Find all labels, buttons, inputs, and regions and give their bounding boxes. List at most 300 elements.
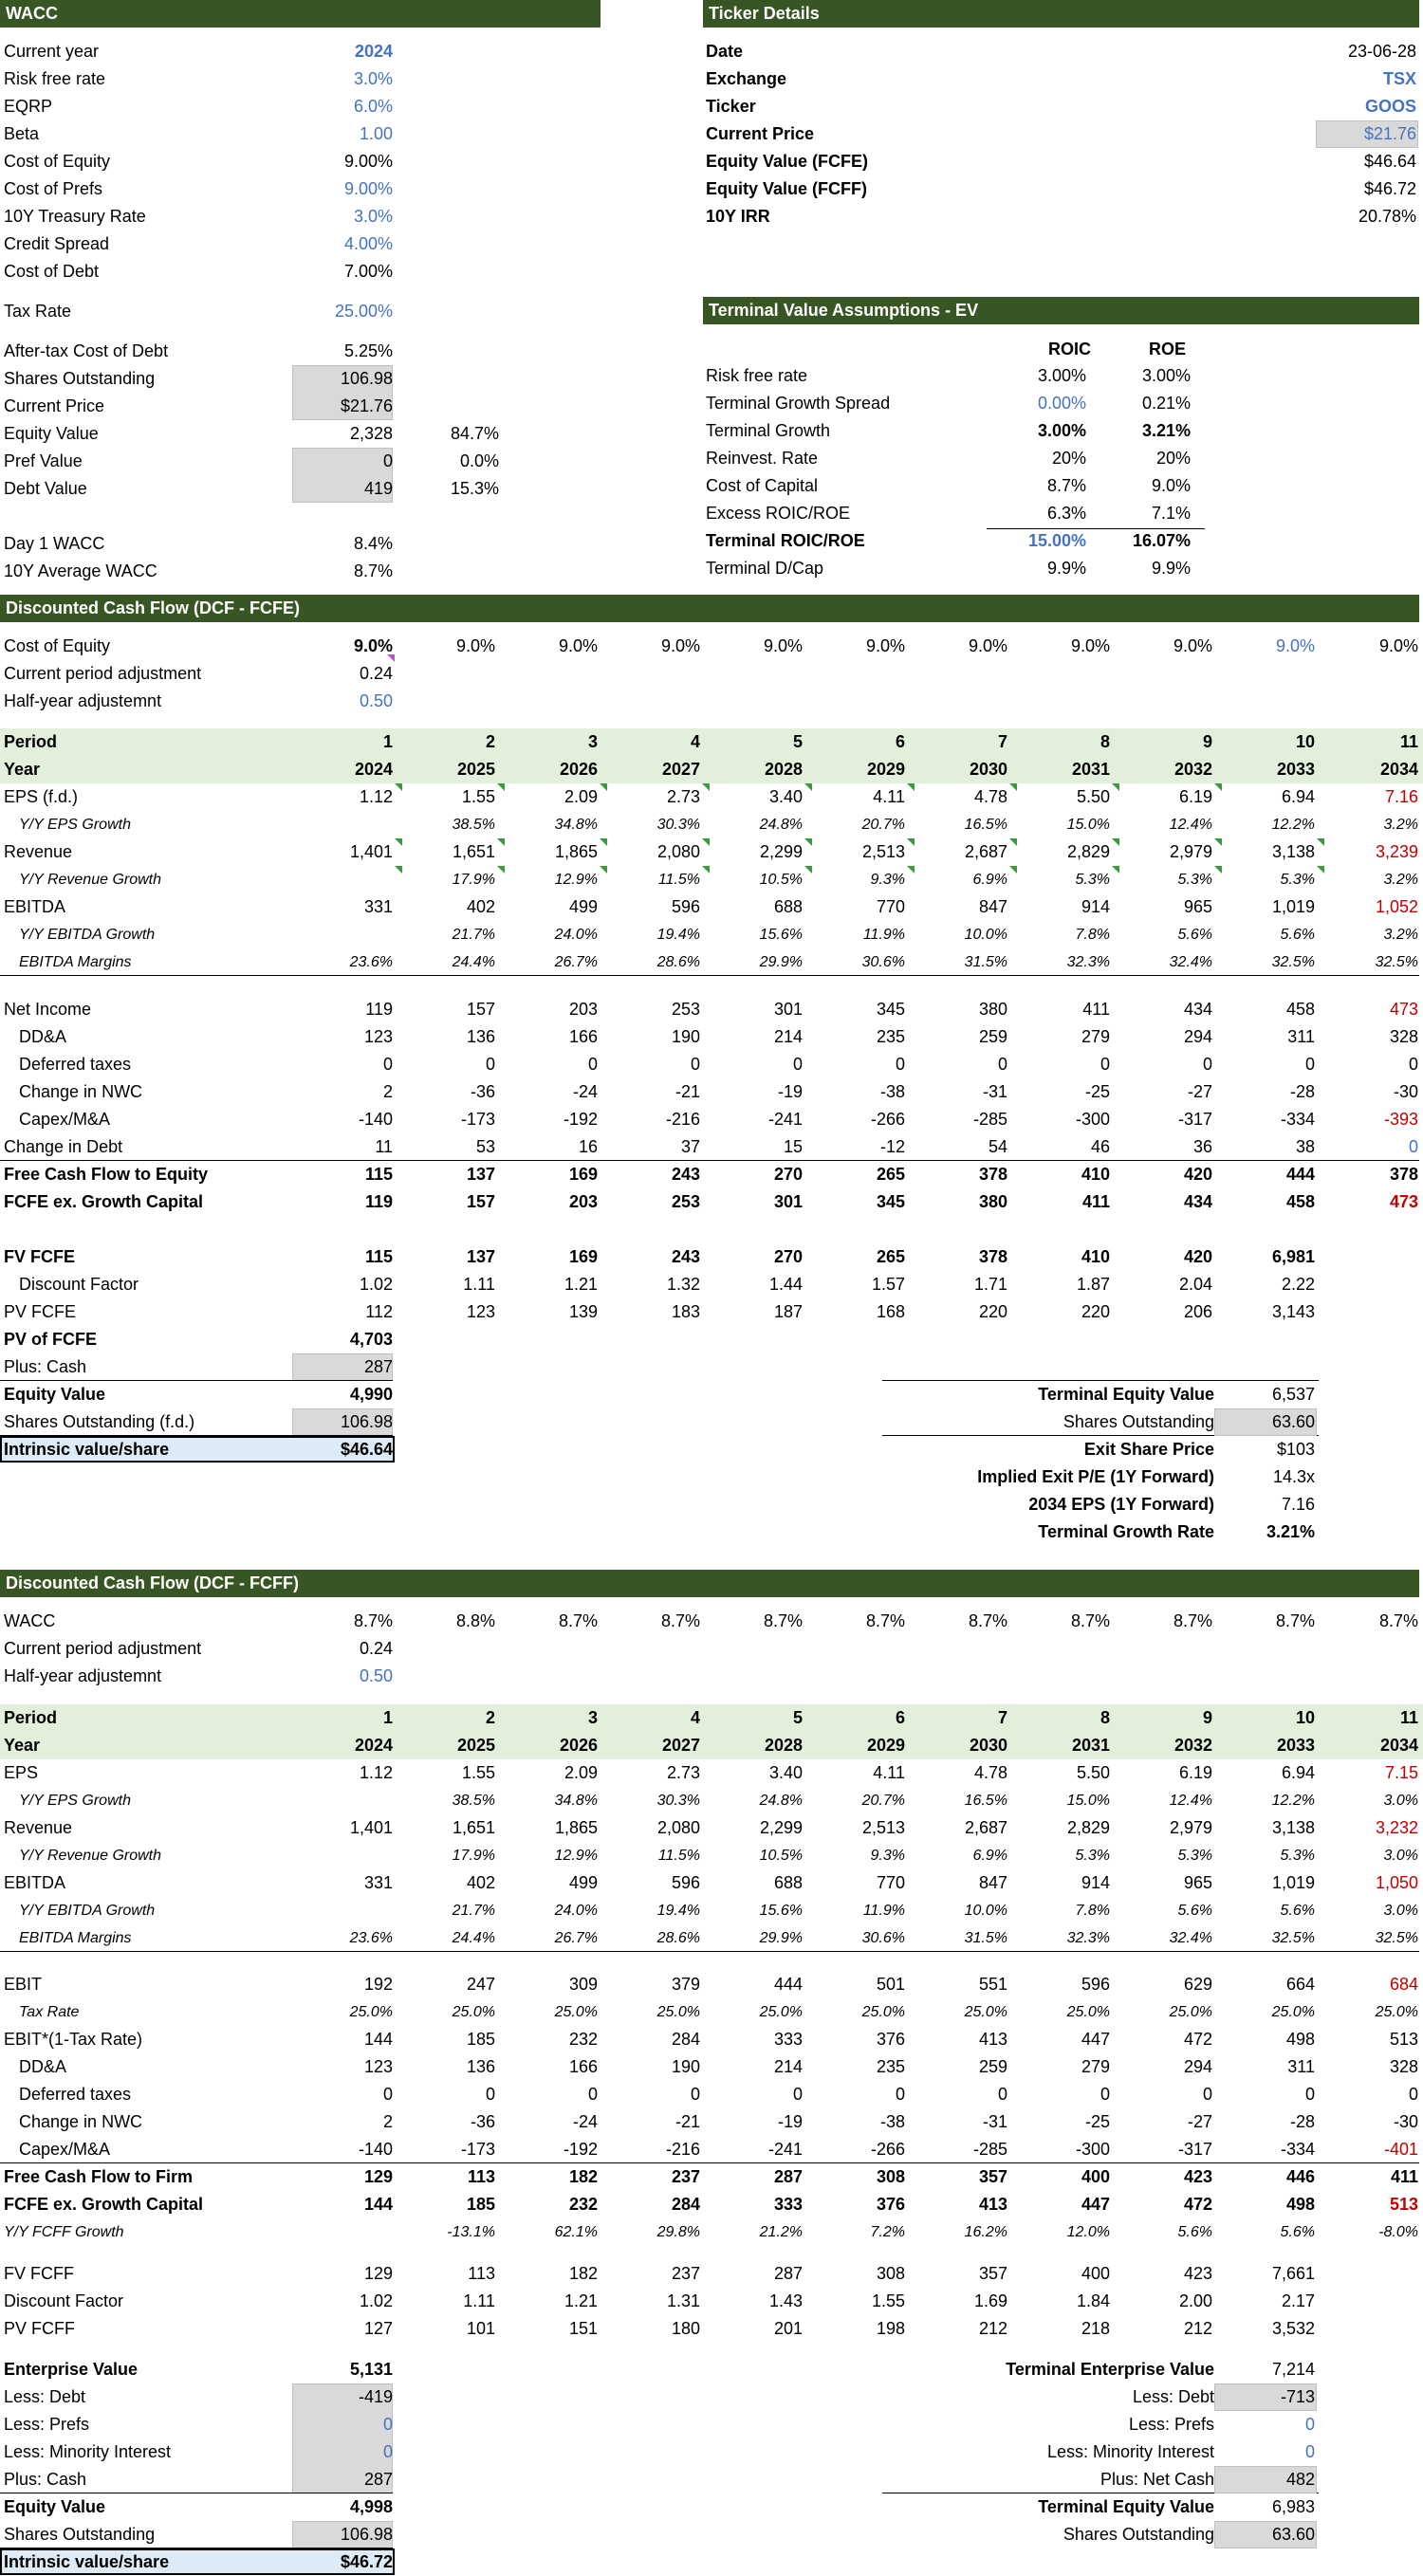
- fcfe-ebitda-margins-col-11[interactable]: 32.5%: [1375, 954, 1418, 970]
- fcfe-fv-fcfe-col-3[interactable]: 169: [568, 1247, 598, 1266]
- fcff-y-y-fcff-growth-col-3[interactable]: 62.1%: [554, 2224, 598, 2240]
- fcfe-label-equity-value[interactable]: Equity Value: [4, 1385, 106, 1404]
- fcfe-label-half-year-adjustemnt[interactable]: Half-year adjustemnt: [4, 691, 162, 710]
- fcfe-revenue-col-9[interactable]: 2,979: [1169, 842, 1212, 861]
- fcff-y-y-fcff-growth-col-9[interactable]: 5.6%: [1177, 2224, 1212, 2240]
- fcff-tax-rate-col-11[interactable]: 25.0%: [1375, 2004, 1418, 2020]
- fcff-terminal-value-less-debt[interactable]: -713: [1280, 2387, 1315, 2406]
- fcfe-year-col-8[interactable]: 2031: [1071, 760, 1110, 779]
- fcff-label-equity-value[interactable]: Equity Value: [4, 2497, 106, 2516]
- fcff-label-free-cash-flow-to-firm[interactable]: Free Cash Flow to Firm: [4, 2167, 194, 2186]
- fcff-free-cash-flow-to-firm-col-5[interactable]: 287: [773, 2167, 803, 2186]
- fcff-discount-factor-col-10[interactable]: 2.17: [1281, 2291, 1315, 2310]
- fcfe-year-col-3[interactable]: 2026: [559, 760, 598, 779]
- fcfe-fv-fcfe-col-6[interactable]: 265: [876, 1247, 905, 1266]
- ticker-value-ticker[interactable]: GOOS: [1364, 97, 1416, 116]
- fcfe-pv-fcfe-col-3[interactable]: 139: [568, 1302, 598, 1321]
- terminal-label-cost-of-capital[interactable]: Cost of Capital: [706, 476, 819, 495]
- fcff-fv-fcff-col-10[interactable]: 7,661: [1271, 2264, 1315, 2283]
- fcfe-y-y-eps-growth-col-10[interactable]: 12.2%: [1271, 817, 1315, 833]
- fcff-terminal-label-terminal-enterprise-value[interactable]: Terminal Enterprise Value: [1006, 2360, 1214, 2379]
- fcff-free-cash-flow-to-firm-col-6[interactable]: 308: [876, 2167, 905, 2186]
- fcff-label-ebit[interactable]: EBIT: [4, 1975, 43, 1994]
- fcfe-discount-factor-col-7[interactable]: 1.71: [973, 1275, 1007, 1294]
- terminal-label-risk-free-rate[interactable]: Risk free rate: [706, 366, 808, 385]
- fcfe-net-income-col-3[interactable]: 203: [568, 1000, 598, 1019]
- fcff-tax-rate-col-10[interactable]: 25.0%: [1271, 2004, 1315, 2020]
- fcfe-revenue-col-6[interactable]: 2,513: [861, 842, 905, 861]
- terminal-roic-reinvest-rate[interactable]: 20%: [1051, 449, 1086, 468]
- fcfe-discount-factor-col-8[interactable]: 1.87: [1076, 1275, 1110, 1294]
- fcff-deferred-taxes-col-6[interactable]: 0: [895, 2085, 905, 2104]
- fcfe-deferred-taxes-col-10[interactable]: 0: [1304, 1055, 1315, 1074]
- fcfe-label-fv-fcfe[interactable]: FV FCFE: [4, 1247, 75, 1266]
- wacc-value-cost-of-equity[interactable]: 9.00%: [343, 152, 393, 171]
- fcff-ebit-1-tax-rate-col-5[interactable]: 333: [773, 2030, 803, 2049]
- fcff-ebitda-col-2[interactable]: 402: [466, 1873, 495, 1892]
- fcfe-terminal-label-terminal-equity-value[interactable]: Terminal Equity Value: [1038, 1385, 1214, 1404]
- fcfe-terminal-value-terminal-equity-value[interactable]: 6,537: [1271, 1385, 1315, 1404]
- fcff-y-y-revenue-growth-col-7[interactable]: 6.9%: [972, 1848, 1007, 1864]
- fcff-label-intrinsic-value-share[interactable]: Intrinsic value/share: [4, 2552, 170, 2571]
- fcff-y-y-fcff-growth-col-2[interactable]: -13.1%: [447, 2224, 495, 2240]
- fcff-ebitda-col-9[interactable]: 965: [1183, 1873, 1212, 1892]
- fcff-change-in-nwc-col-9[interactable]: -27: [1187, 2112, 1212, 2131]
- fcff-ebitda-col-11[interactable]: 1,050: [1375, 1873, 1418, 1892]
- fcfe-fcfe-ex-growth-capital-col-3[interactable]: 203: [568, 1192, 598, 1211]
- fcfe-fcfe-ex-growth-capital-col-5[interactable]: 301: [773, 1192, 803, 1211]
- fcfe-capex-m-a-col-6[interactable]: -266: [870, 1110, 905, 1129]
- fcff-fv-fcff-col-8[interactable]: 400: [1081, 2264, 1110, 2283]
- fcff-pv-fcff-col-7[interactable]: 212: [978, 2319, 1007, 2338]
- fcff-y-y-fcff-growth-col-8[interactable]: 12.0%: [1066, 2224, 1110, 2240]
- fcfe-ebitda-margins-col-3[interactable]: 26.7%: [554, 954, 598, 970]
- fcfe-label-net-income[interactable]: Net Income: [4, 1000, 92, 1019]
- fcff-y-y-ebitda-growth-col-11[interactable]: 3.0%: [1383, 1903, 1418, 1919]
- terminal-label-terminal-growth[interactable]: Terminal Growth: [706, 421, 831, 440]
- fcff-ebitda-margins-col-11[interactable]: 32.5%: [1375, 1930, 1418, 1946]
- fcfe-ebitda-margins-col-5[interactable]: 29.9%: [759, 954, 803, 970]
- fcff-dd-a-col-5[interactable]: 214: [773, 2057, 803, 2076]
- fcfe-label-change-in-nwc[interactable]: Change in NWC: [19, 1082, 143, 1101]
- fcff-fv-fcff-col-3[interactable]: 182: [568, 2264, 598, 2283]
- fcff-label-less-minority-interest[interactable]: Less: Minority Interest: [4, 2442, 172, 2461]
- fcff-revenue-col-7[interactable]: 2,687: [964, 1818, 1007, 1837]
- fcfe-free-cash-flow-to-equity-col-1[interactable]: 115: [364, 1165, 393, 1184]
- fcff-y-y-eps-growth-col-6[interactable]: 20.7%: [861, 1793, 905, 1809]
- fcff-y-y-eps-growth-col-3[interactable]: 34.8%: [554, 1793, 598, 1809]
- fcff-ebit-1-tax-rate-col-10[interactable]: 498: [1285, 2030, 1315, 2049]
- terminal-label-excess-roic-roe[interactable]: Excess ROIC/ROE: [706, 504, 851, 523]
- fcff-discount-factor-col-8[interactable]: 1.84: [1076, 2291, 1110, 2310]
- fcff-period-col-11[interactable]: 11: [1399, 1708, 1418, 1727]
- fcff-wacc-col-5[interactable]: 8.7%: [763, 1611, 803, 1630]
- fcfe-eps-f-d-col-9[interactable]: 6.19: [1178, 787, 1212, 806]
- fcff-eps-col-7[interactable]: 4.78: [973, 1763, 1007, 1782]
- fcfe-y-y-eps-growth-col-4[interactable]: 30.3%: [656, 817, 700, 833]
- fcff-label-change-in-nwc[interactable]: Change in NWC: [19, 2112, 143, 2131]
- wacc-label-equity-value[interactable]: Equity Value: [4, 424, 99, 443]
- fcff-label-y-y-ebitda-growth[interactable]: Y/Y EBITDA Growth: [19, 1903, 156, 1919]
- fcfe-y-y-revenue-growth-col-11[interactable]: 3.2%: [1383, 872, 1418, 888]
- fcfe-capex-m-a-col-10[interactable]: -334: [1280, 1110, 1315, 1129]
- fcff-wacc-col-10[interactable]: 8.7%: [1275, 1611, 1315, 1630]
- fcff-label-discount-factor[interactable]: Discount Factor: [4, 2291, 124, 2310]
- fcff-label-y-y-revenue-growth[interactable]: Y/Y Revenue Growth: [19, 1848, 162, 1864]
- fcff-deferred-taxes-col-2[interactable]: 0: [485, 2085, 495, 2104]
- fcfe-label-pv-fcfe[interactable]: PV FCFE: [4, 1302, 77, 1321]
- fcff-dd-a-col-3[interactable]: 166: [568, 2057, 598, 2076]
- terminal-col-roe[interactable]: ROE: [1148, 340, 1186, 359]
- fcfe-deferred-taxes-col-3[interactable]: 0: [587, 1055, 598, 1074]
- fcfe-fcfe-ex-growth-capital-col-7[interactable]: 380: [978, 1192, 1007, 1211]
- ticker-label-equity-value-fcff[interactable]: Equity Value (FCFF): [706, 179, 868, 198]
- fcff-pv-fcff-col-5[interactable]: 201: [773, 2319, 803, 2338]
- fcff-wacc-col-6[interactable]: 8.7%: [865, 1611, 905, 1630]
- fcff-year-col-9[interactable]: 2032: [1174, 1736, 1212, 1755]
- fcff-fv-fcff-col-1[interactable]: 129: [363, 2264, 393, 2283]
- fcff-y-y-ebitda-growth-col-8[interactable]: 7.8%: [1075, 1903, 1110, 1919]
- fcff-label-less-prefs[interactable]: Less: Prefs: [4, 2415, 90, 2434]
- wacc-label-shares-outstanding[interactable]: Shares Outstanding: [4, 369, 156, 388]
- fcff-ebit-col-6[interactable]: 501: [876, 1975, 905, 1994]
- fcfe-change-in-debt-col-6[interactable]: -12: [879, 1137, 905, 1156]
- fcff-wacc-col-3[interactable]: 8.7%: [558, 1611, 598, 1630]
- wacc-label-cost-of-debt[interactable]: Cost of Debt: [4, 262, 100, 281]
- fcfe-label-capex-m-a[interactable]: Capex/M&A: [19, 1110, 111, 1129]
- fcff-capex-m-a-col-11[interactable]: -401: [1383, 2140, 1418, 2159]
- fcfe-dd-a-col-5[interactable]: 214: [773, 1027, 803, 1046]
- fcff-deferred-taxes-col-11[interactable]: 0: [1408, 2085, 1418, 2104]
- terminal-roe-terminal-growth[interactable]: 3.21%: [1141, 421, 1191, 440]
- fcff-capex-m-a-col-10[interactable]: -334: [1280, 2140, 1315, 2159]
- fcfe-net-income-col-7[interactable]: 380: [978, 1000, 1007, 1019]
- fcff-free-cash-flow-to-firm-col-9[interactable]: 423: [1183, 2167, 1212, 2186]
- fcfe-capex-m-a-col-1[interactable]: -140: [358, 1110, 393, 1129]
- fcff-wacc-col-2[interactable]: 8.8%: [455, 1611, 495, 1630]
- fcff-ebitda-col-7[interactable]: 847: [978, 1873, 1007, 1892]
- fcfe-label-fcfe-ex-growth-capital[interactable]: FCFE ex. Growth Capital: [4, 1192, 204, 1211]
- fcfe-ebitda-margins-col-2[interactable]: 24.4%: [452, 954, 495, 970]
- fcff-pv-fcff-col-10[interactable]: 3,532: [1271, 2319, 1315, 2338]
- fcff-equity-value-col-1[interactable]: 4,998: [349, 2497, 393, 2516]
- fcff-capex-m-a-col-3[interactable]: -192: [563, 2140, 598, 2159]
- fcfe-label-pv-of-fcfe[interactable]: PV of FCFE: [4, 1330, 97, 1349]
- fcff-fcfe-ex-growth-capital-col-4[interactable]: 284: [671, 2195, 700, 2214]
- fcff-y-y-eps-growth-col-7[interactable]: 16.5%: [964, 1793, 1007, 1809]
- fcfe-fv-fcfe-col-2[interactable]: 137: [466, 1247, 495, 1266]
- fcfe-change-in-debt-col-9[interactable]: 36: [1192, 1137, 1212, 1156]
- fcff-tax-rate-col-6[interactable]: 25.0%: [861, 2004, 905, 2020]
- fcff-fcfe-ex-growth-capital-col-10[interactable]: 498: [1285, 2195, 1315, 2214]
- fcfe-label-period[interactable]: Period: [4, 732, 58, 751]
- fcff-label-less-debt[interactable]: Less: Debt: [4, 2387, 86, 2406]
- ticker-value-equity-value-fcff[interactable]: $46.72: [1363, 179, 1416, 198]
- wacc-weight-pref-value[interactable]: 0.0%: [459, 451, 499, 470]
- fcfe-ebitda-margins-col-10[interactable]: 32.5%: [1271, 954, 1315, 970]
- wacc-value-after-tax-cost-of-debt[interactable]: 5.25%: [343, 341, 393, 360]
- fcfe-label-ebitda-margins[interactable]: EBITDA Margins: [19, 954, 132, 970]
- fcff-free-cash-flow-to-firm-col-8[interactable]: 400: [1081, 2167, 1110, 2186]
- fcff-fcfe-ex-growth-capital-col-3[interactable]: 232: [568, 2195, 598, 2214]
- terminal-roic-terminal-d-cap[interactable]: 9.9%: [1046, 559, 1086, 578]
- fcfe-eps-f-d-col-8[interactable]: 5.50: [1076, 787, 1110, 806]
- fcff-revenue-col-6[interactable]: 2,513: [861, 1818, 905, 1837]
- terminal-label-terminal-roic-roe[interactable]: Terminal ROIC/ROE: [706, 531, 865, 550]
- fcff-ebit-1-tax-rate-col-1[interactable]: 144: [363, 2030, 393, 2049]
- fcff-terminal-label-terminal-equity-value[interactable]: Terminal Equity Value: [1038, 2497, 1214, 2516]
- fcff-tax-rate-col-9[interactable]: 25.0%: [1169, 2004, 1212, 2020]
- fcff-fv-fcff-col-2[interactable]: 113: [468, 2264, 495, 2283]
- fcff-y-y-eps-growth-col-11[interactable]: 3.0%: [1383, 1793, 1418, 1809]
- fcfe-fv-fcfe-col-8[interactable]: 410: [1081, 1247, 1110, 1266]
- fcfe-free-cash-flow-to-equity-col-10[interactable]: 444: [1285, 1165, 1315, 1184]
- fcfe-deferred-taxes-col-4[interactable]: 0: [690, 1055, 700, 1074]
- fcff-capex-m-a-col-2[interactable]: -173: [460, 2140, 495, 2159]
- fcff-y-y-revenue-growth-col-5[interactable]: 10.5%: [759, 1848, 803, 1864]
- fcff-capex-m-a-col-1[interactable]: -140: [358, 2140, 393, 2159]
- fcff-revenue-col-10[interactable]: 3,138: [1271, 1818, 1315, 1837]
- fcff-year-col-4[interactable]: 2027: [661, 1736, 700, 1755]
- wacc-label-credit-spread[interactable]: Credit Spread: [4, 234, 110, 253]
- fcfe-y-y-ebitda-growth-col-2[interactable]: 21.7%: [452, 927, 495, 943]
- fcff-fcfe-ex-growth-capital-col-5[interactable]: 333: [773, 2195, 803, 2214]
- fcff-dd-a-col-2[interactable]: 136: [466, 2057, 495, 2076]
- fcfe-label-eps-f-d[interactable]: EPS (f.d.): [4, 787, 79, 806]
- fcff-ebitda-margins-col-6[interactable]: 30.6%: [861, 1930, 905, 1946]
- fcff-discount-factor-col-4[interactable]: 1.31: [666, 2291, 700, 2310]
- fcfe-cost-of-equity-col-11[interactable]: 9.0%: [1378, 636, 1418, 655]
- fcfe-cost-of-equity-col-6[interactable]: 9.0%: [865, 636, 905, 655]
- fcff-terminal-value-less-minority-interest[interactable]: 0: [1304, 2442, 1315, 2461]
- fcff-pv-fcff-col-9[interactable]: 212: [1183, 2319, 1212, 2338]
- fcff-fcfe-ex-growth-capital-col-7[interactable]: 413: [978, 2195, 1007, 2214]
- fcfe-ebitda-margins-col-1[interactable]: 23.6%: [349, 954, 393, 970]
- fcff-ebitda-col-3[interactable]: 499: [568, 1873, 598, 1892]
- fcfe-ebitda-col-7[interactable]: 847: [978, 897, 1007, 916]
- fcfe-change-in-nwc-col-4[interactable]: -21: [675, 1082, 700, 1101]
- fcfe-deferred-taxes-col-1[interactable]: 0: [382, 1055, 393, 1074]
- fcfe-terminal-value-implied-exit-p-e-1y-forward[interactable]: 14.3x: [1272, 1467, 1315, 1486]
- wacc-value-equity-value[interactable]: 2,328: [349, 424, 393, 443]
- fcfe-y-y-revenue-growth-col-6[interactable]: 9.3%: [870, 872, 905, 888]
- fcff-dd-a-col-6[interactable]: 235: [876, 2057, 905, 2076]
- fcfe-pv-fcfe-col-7[interactable]: 220: [978, 1302, 1007, 1321]
- fcfe-equity-value-col-1[interactable]: 4,990: [349, 1385, 393, 1404]
- fcff-change-in-nwc-col-5[interactable]: -19: [777, 2112, 803, 2131]
- fcfe-cost-of-equity-col-7[interactable]: 9.0%: [968, 636, 1007, 655]
- fcfe-half-year-adjustemnt-col-1[interactable]: 0.50: [359, 691, 393, 710]
- fcfe-terminal-value-shares-outstanding[interactable]: 63.60: [1271, 1412, 1315, 1431]
- fcff-label-shares-outstanding[interactable]: Shares Outstanding: [4, 2525, 156, 2544]
- fcff-y-y-fcff-growth-col-10[interactable]: 5.6%: [1280, 2224, 1315, 2240]
- fcfe-change-in-debt-col-7[interactable]: 54: [988, 1137, 1007, 1156]
- fcfe-free-cash-flow-to-equity-col-6[interactable]: 265: [876, 1165, 905, 1184]
- fcff-tax-rate-col-4[interactable]: 25.0%: [656, 2004, 700, 2020]
- fcff-ebit-col-9[interactable]: 629: [1183, 1975, 1212, 1994]
- fcff-year-col-5[interactable]: 2028: [764, 1736, 803, 1755]
- fcff-enterprise-value-col-1[interactable]: 5,131: [349, 2360, 393, 2379]
- terminal-label-terminal-d-cap[interactable]: Terminal D/Cap: [706, 559, 824, 578]
- fcff-terminal-value-shares-outstanding[interactable]: 63.60: [1271, 2525, 1315, 2544]
- fcfe-change-in-nwc-col-10[interactable]: -28: [1289, 1082, 1315, 1101]
- fcff-y-y-eps-growth-col-9[interactable]: 12.4%: [1169, 1793, 1212, 1809]
- fcfe-revenue-col-1[interactable]: 1,401: [349, 842, 393, 861]
- fcfe-change-in-nwc-col-11[interactable]: -30: [1393, 1082, 1418, 1101]
- fcfe-change-in-debt-col-11[interactable]: 0: [1408, 1137, 1418, 1156]
- fcfe-pv-fcfe-col-2[interactable]: 123: [466, 1302, 495, 1321]
- ticker-label-equity-value-fcfe[interactable]: Equity Value (FCFE): [706, 152, 869, 171]
- fcfe-cost-of-equity-col-10[interactable]: 9.0%: [1275, 636, 1315, 655]
- fcff-capex-m-a-col-6[interactable]: -266: [870, 2140, 905, 2159]
- fcfe-dd-a-col-3[interactable]: 166: [568, 1027, 598, 1046]
- fcff-discount-factor-col-5[interactable]: 1.43: [768, 2291, 803, 2310]
- wacc-value-current-year[interactable]: 2024: [354, 42, 393, 61]
- fcfe-cost-of-equity-col-4[interactable]: 9.0%: [660, 636, 700, 655]
- wacc-value-eqrp[interactable]: 6.0%: [353, 97, 393, 116]
- fcfe-capex-m-a-col-7[interactable]: -285: [972, 1110, 1007, 1129]
- fcfe-y-y-revenue-growth-col-4[interactable]: 11.5%: [657, 872, 700, 888]
- fcfe-pv-fcfe-col-5[interactable]: 187: [773, 1302, 803, 1321]
- fcfe-fcfe-ex-growth-capital-col-9[interactable]: 434: [1183, 1192, 1212, 1211]
- fcfe-terminal-value-exit-share-price[interactable]: $103: [1276, 1440, 1315, 1459]
- terminal-roic-terminal-growth-spread[interactable]: 0.00%: [1037, 394, 1086, 413]
- terminal-roic-terminal-growth[interactable]: 3.00%: [1037, 421, 1086, 440]
- fcff-period-col-3[interactable]: 3: [587, 1708, 598, 1727]
- fcfe-y-y-revenue-growth-col-5[interactable]: 10.5%: [759, 872, 803, 888]
- terminal-roic-terminal-roic-roe[interactable]: 15.00%: [1027, 531, 1086, 550]
- fcfe-shares-outstanding-f-d-col-1[interactable]: 106.98: [340, 1412, 393, 1431]
- fcff-y-y-ebitda-growth-col-5[interactable]: 15.6%: [759, 1903, 803, 1919]
- fcff-ebitda-margins-col-3[interactable]: 26.7%: [554, 1930, 598, 1946]
- fcfe-net-income-col-1[interactable]: 119: [365, 1000, 393, 1019]
- fcff-period-col-4[interactable]: 4: [690, 1708, 700, 1727]
- fcfe-current-period-adjustment-col-1[interactable]: 0.24: [359, 664, 393, 683]
- fcfe-dd-a-col-8[interactable]: 279: [1081, 1027, 1110, 1046]
- fcff-y-y-eps-growth-col-5[interactable]: 24.8%: [759, 1793, 803, 1809]
- fcff-period-col-8[interactable]: 8: [1100, 1708, 1110, 1727]
- fcfe-fcfe-ex-growth-capital-col-2[interactable]: 157: [466, 1192, 495, 1211]
- fcfe-period-col-7[interactable]: 7: [997, 732, 1007, 751]
- wacc-label-10y-average-wacc[interactable]: 10Y Average WACC: [4, 561, 157, 580]
- fcff-ebit-col-2[interactable]: 247: [466, 1975, 495, 1994]
- ticker-label-ticker[interactable]: Ticker: [706, 97, 756, 116]
- fcff-label-wacc[interactable]: WACC: [4, 1611, 56, 1630]
- fcfe-change-in-nwc-col-1[interactable]: 2: [382, 1082, 393, 1101]
- terminal-roe-terminal-growth-spread[interactable]: 0.21%: [1141, 394, 1191, 413]
- fcff-ebitda-margins-col-4[interactable]: 28.6%: [656, 1930, 700, 1946]
- fcfe-eps-f-d-col-6[interactable]: 4.11: [873, 787, 905, 806]
- fcff-change-in-nwc-col-3[interactable]: -24: [572, 2112, 598, 2131]
- fcff-change-in-nwc-col-2[interactable]: -36: [470, 2112, 495, 2131]
- fcfe-year-col-9[interactable]: 2032: [1174, 760, 1212, 779]
- fcff-free-cash-flow-to-firm-col-4[interactable]: 237: [671, 2167, 700, 2186]
- wacc-value-10y-average-wacc[interactable]: 8.7%: [353, 561, 393, 580]
- fcfe-ebitda-col-10[interactable]: 1,019: [1271, 897, 1315, 916]
- wacc-label-beta[interactable]: Beta: [4, 124, 40, 143]
- fcfe-period-col-11[interactable]: 11: [1399, 732, 1418, 751]
- fcff-label-enterprise-value[interactable]: Enterprise Value: [4, 2360, 139, 2379]
- fcff-deferred-taxes-col-10[interactable]: 0: [1304, 2085, 1315, 2104]
- fcff-y-y-eps-growth-col-4[interactable]: 30.3%: [656, 1793, 700, 1809]
- wacc-value-debt-value[interactable]: 419: [363, 479, 393, 498]
- fcfe-y-y-revenue-growth-col-7[interactable]: 6.9%: [972, 872, 1007, 888]
- fcff-ebit-1-tax-rate-col-8[interactable]: 447: [1081, 2030, 1110, 2049]
- wacc-label-current-year[interactable]: Current year: [4, 42, 100, 61]
- fcfe-y-y-ebitda-growth-col-5[interactable]: 15.6%: [759, 927, 803, 943]
- fcff-deferred-taxes-col-8[interactable]: 0: [1100, 2085, 1110, 2104]
- fcff-y-y-fcff-growth-col-4[interactable]: 29.8%: [656, 2224, 700, 2240]
- fcfe-revenue-col-11[interactable]: 3,239: [1375, 842, 1418, 861]
- fcfe-y-y-ebitda-growth-col-8[interactable]: 7.8%: [1075, 927, 1110, 943]
- fcfe-y-y-ebitda-growth-col-11[interactable]: 3.2%: [1383, 927, 1418, 943]
- fcfe-period-col-3[interactable]: 3: [587, 732, 598, 751]
- fcff-revenue-col-5[interactable]: 2,299: [759, 1818, 803, 1837]
- wacc-value-credit-spread[interactable]: 4.00%: [343, 234, 393, 253]
- fcff-eps-col-1[interactable]: 1.12: [359, 1763, 393, 1782]
- fcfe-deferred-taxes-col-5[interactable]: 0: [792, 1055, 803, 1074]
- fcff-ebit-1-tax-rate-col-11[interactable]: 513: [1389, 2030, 1418, 2049]
- ticker-label-10y-irr[interactable]: 10Y IRR: [706, 207, 770, 226]
- fcfe-cost-of-equity-col-8[interactable]: 9.0%: [1070, 636, 1110, 655]
- fcfe-cost-of-equity-col-1[interactable]: 9.0%: [353, 636, 393, 655]
- fcfe-ebitda-col-2[interactable]: 402: [466, 897, 495, 916]
- fcfe-cost-of-equity-col-2[interactable]: 9.0%: [455, 636, 495, 655]
- fcfe-net-income-col-11[interactable]: 473: [1389, 1000, 1418, 1019]
- fcfe-eps-f-d-col-2[interactable]: 1.55: [461, 787, 495, 806]
- fcfe-change-in-debt-col-3[interactable]: 16: [578, 1137, 598, 1156]
- fcfe-discount-factor-col-1[interactable]: 1.02: [359, 1275, 393, 1294]
- fcff-revenue-col-4[interactable]: 2,080: [656, 1818, 700, 1837]
- fcfe-period-col-8[interactable]: 8: [1100, 732, 1110, 751]
- fcff-free-cash-flow-to-firm-col-3[interactable]: 182: [568, 2167, 598, 2186]
- fcfe-y-y-eps-growth-col-7[interactable]: 16.5%: [964, 817, 1007, 833]
- fcff-year-col-11[interactable]: 2034: [1379, 1736, 1418, 1755]
- fcfe-ebitda-col-3[interactable]: 499: [568, 897, 598, 916]
- fcfe-revenue-col-3[interactable]: 1,865: [554, 842, 598, 861]
- terminal-roic-cost-of-capital[interactable]: 8.7%: [1046, 476, 1086, 495]
- fcfe-year-col-2[interactable]: 2025: [456, 760, 495, 779]
- fcfe-label-free-cash-flow-to-equity[interactable]: Free Cash Flow to Equity: [4, 1165, 209, 1184]
- fcfe-free-cash-flow-to-equity-col-2[interactable]: 137: [466, 1165, 495, 1184]
- fcfe-pv-fcfe-col-4[interactable]: 183: [671, 1302, 700, 1321]
- fcfe-year-col-1[interactable]: 2024: [354, 760, 393, 779]
- fcff-pv-fcff-col-6[interactable]: 198: [876, 2319, 905, 2338]
- wacc-value-10y-treasury-rate[interactable]: 3.0%: [353, 207, 393, 226]
- fcff-fcfe-ex-growth-capital-col-9[interactable]: 472: [1183, 2195, 1212, 2214]
- fcff-label-deferred-taxes[interactable]: Deferred taxes: [19, 2085, 132, 2104]
- fcfe-label-y-y-ebitda-growth[interactable]: Y/Y EBITDA Growth: [19, 927, 156, 943]
- fcfe-y-y-eps-growth-col-6[interactable]: 20.7%: [861, 817, 905, 833]
- fcfe-ebitda-margins-col-7[interactable]: 31.5%: [964, 954, 1007, 970]
- fcfe-dd-a-col-10[interactable]: 311: [1287, 1027, 1315, 1046]
- fcff-free-cash-flow-to-firm-col-10[interactable]: 446: [1285, 2167, 1315, 2186]
- fcfe-net-income-col-5[interactable]: 301: [773, 1000, 803, 1019]
- fcff-revenue-col-9[interactable]: 2,979: [1169, 1818, 1212, 1837]
- fcfe-capex-m-a-col-8[interactable]: -300: [1075, 1110, 1110, 1129]
- fcff-y-y-ebitda-growth-col-4[interactable]: 19.4%: [656, 1903, 700, 1919]
- fcff-change-in-nwc-col-1[interactable]: 2: [382, 2112, 393, 2131]
- fcff-ebitda-col-8[interactable]: 914: [1081, 1873, 1110, 1892]
- fcff-y-y-ebitda-growth-col-10[interactable]: 5.6%: [1280, 1903, 1315, 1919]
- fcfe-y-y-ebitda-growth-col-10[interactable]: 5.6%: [1280, 927, 1315, 943]
- fcfe-cost-of-equity-col-3[interactable]: 9.0%: [558, 636, 598, 655]
- fcfe-discount-factor-col-3[interactable]: 1.21: [564, 1275, 598, 1294]
- fcfe-dd-a-col-2[interactable]: 136: [466, 1027, 495, 1046]
- fcfe-dd-a-col-9[interactable]: 294: [1183, 1027, 1212, 1046]
- fcff-current-period-adjustment-col-1[interactable]: 0.24: [359, 1639, 393, 1658]
- fcff-period-col-7[interactable]: 7: [997, 1708, 1007, 1727]
